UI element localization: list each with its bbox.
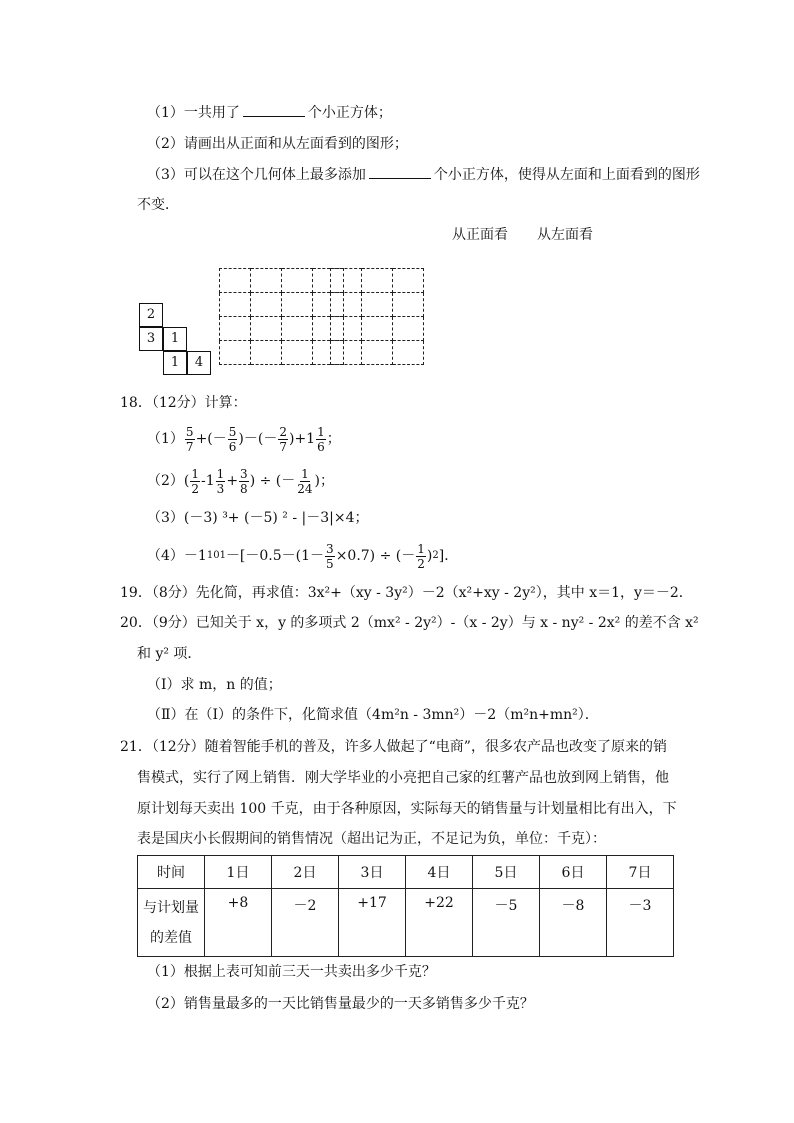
table-header-cell: 时间	[138, 856, 205, 889]
q21-line1: 21．（12分）随着智能手机的普及，许多人做起了“电商”，很多农产品也改变了原来的销	[120, 739, 667, 755]
q17-part3-text-b: 个小正方体，使得从左面和上面看到的图形	[433, 167, 700, 183]
q18-part4: （4） －1 101 －[－0.5－(1－ $\frac{3}{5}$ ×0.7) ÷ (－ $\frac{1}{2}$ ) 2 ]．	[147, 541, 459, 571]
q21-part2: （2）销售量最多的一天比销售量最少的一天多销售多少千克？	[147, 996, 534, 1012]
q17-part1	[147, 103, 392, 123]
row-label-line2: 的差值	[150, 929, 192, 946]
row-label-line1: 与计划量	[143, 899, 199, 916]
q19-text: 19．（8分）先化简，再求值：3x²+（xy - 3y²）－2（x²+xy - 2y²），其中 x＝1，y＝－2．	[120, 585, 693, 601]
q18-part1-label: （1）	[147, 431, 184, 447]
q18-part2-label: （2）	[147, 473, 184, 489]
view-front-label: 从正面看	[452, 227, 508, 243]
table-row	[138, 856, 674, 889]
answer-blank[interactable]	[369, 166, 431, 179]
table-header-cell: 1日	[205, 856, 272, 889]
q17-part3	[147, 165, 700, 185]
q21-line2: 售模式，实行了网上销售．刚大学毕业的小亮把自己家的红薯产品也放到网上销售，他	[137, 770, 669, 786]
q17-part1-text-b: 个小正方体；	[307, 105, 392, 121]
table-header-cell: 7日	[607, 856, 674, 889]
table-cell: －3	[607, 889, 674, 957]
cube-cell: 4	[187, 351, 211, 375]
left-view-grid[interactable]	[330, 268, 424, 365]
answer-blank[interactable]	[243, 104, 305, 117]
table-cell: －5	[473, 889, 540, 957]
cube-cell: 2	[139, 303, 163, 327]
table-cell: －8	[540, 889, 607, 957]
table-row	[138, 889, 674, 957]
table-cell: +8	[205, 889, 272, 957]
table-header-cell: 3日	[339, 856, 406, 889]
q21-line3: 原计划每天卖出 100 千克，由于各种原因，实际每天的销售量与计划量相比有出入，下	[137, 801, 677, 817]
q17-part1-text-a: （1）一共用了	[147, 105, 240, 121]
cube-cell: 1	[163, 327, 187, 351]
q20-line2: 和 y² 项．	[137, 646, 202, 662]
q18-part4-label: （4）	[147, 548, 184, 564]
q18-part2: （2） ( $\frac{1}{2}$ -1 $\frac{1}{3}$ + $\frac{3}{8}$ ) ÷ (－ $\frac{1}{24}$ )；	[147, 466, 334, 496]
view-left-label: 从左面看	[537, 227, 593, 243]
table-cell: +22	[406, 889, 473, 957]
q20-part1: （Ⅰ）求 m，n 的值；	[147, 677, 282, 693]
table-header-cell: 2日	[272, 856, 339, 889]
table-row-label	[138, 889, 205, 957]
table-header-cell: 6日	[540, 856, 607, 889]
table-header-cell: 5日	[473, 856, 540, 889]
q17-part3-text-a: （3）可以在这个几何体上最多添加	[147, 167, 366, 183]
table-header-cell: 4日	[406, 856, 473, 889]
table-cell: +17	[339, 889, 406, 957]
q18-part3: （3）(－3) ³+ (－5) ² - |－3|×4；	[147, 510, 369, 526]
table-cell: －2	[272, 889, 339, 957]
q20-part2: （Ⅱ）在（Ⅰ）的条件下，化简求值（4m²n - 3mn²）－2（m²n+mn²）．	[147, 707, 599, 723]
cube-cell: 1	[163, 351, 187, 375]
q17-part3-cont: 不变．	[137, 197, 179, 213]
q18-part1: （1） $\frac{5}{7}$ +(－ $\frac{5}{6}$ )－(－ $\frac{2}{7}$ )+1 $\frac{1}{6}$ ；	[147, 424, 341, 454]
cube-cell: 3	[139, 327, 163, 351]
q21-line4: 表是国庆小长假期间的销售情况（超出记为正，不足记为负，单位：千克）：	[137, 831, 606, 847]
sales-table	[137, 855, 674, 957]
q18-heading: 18．（12分）计算：	[120, 395, 247, 411]
q20-line1: 20．（9分）已知关于 x，y 的多项式 2（mx² - 2y²）-（x - 2y）与 x - ny² - 2x² 的差不含 x²	[120, 615, 699, 631]
q21-part1: （1）根据上表可知前三天一共卖出多少千克？	[147, 964, 436, 980]
front-view-grid[interactable]	[219, 268, 344, 365]
q17-part2: （2）请画出从正面和从左面看到的图形；	[147, 136, 408, 152]
